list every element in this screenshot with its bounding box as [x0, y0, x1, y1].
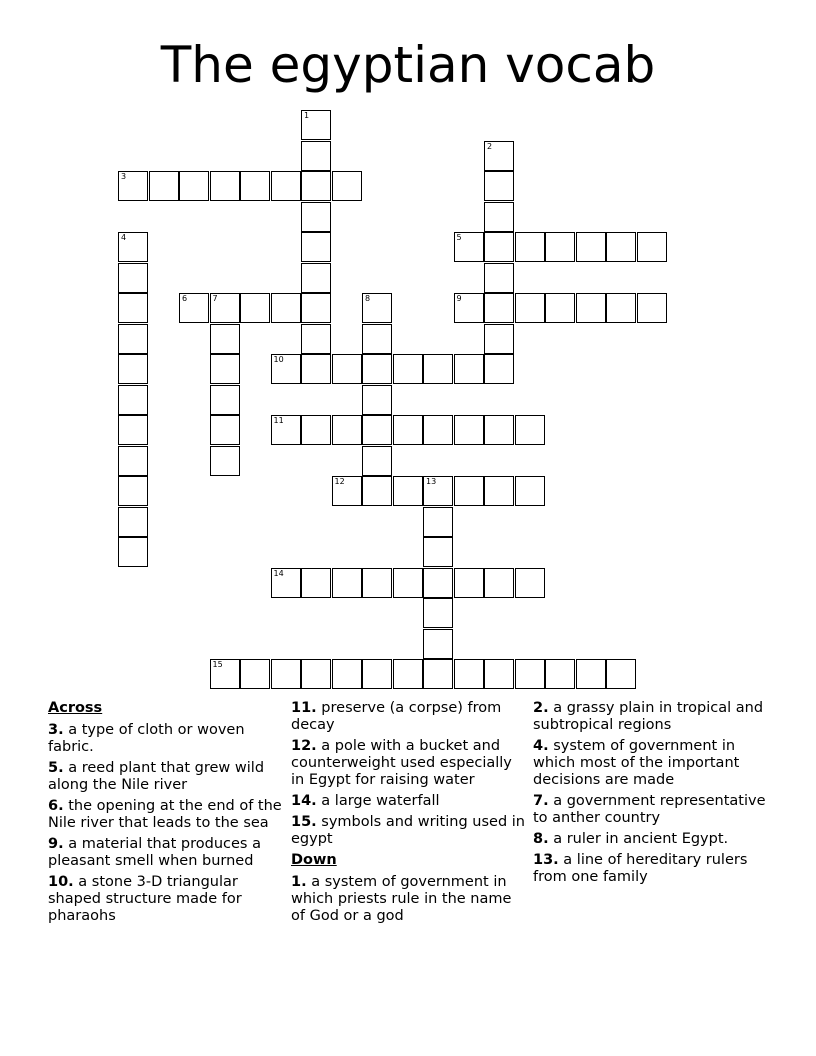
clue-number: 11. [291, 700, 317, 716]
clue-number-label: 11 [273, 416, 284, 425]
clue-text: symbols and writing used in egypt [291, 814, 525, 847]
clue-text: a system of government in which priests rule in the name of God or a god [291, 874, 512, 924]
clue-number: 6. [48, 798, 64, 814]
clue-item [291, 814, 527, 848]
grid-cell[interactable] [393, 476, 423, 506]
grid-cell[interactable] [271, 659, 301, 689]
clue-number: 13. [533, 852, 559, 868]
grid-cell[interactable] [301, 141, 331, 171]
clue-text: system of government in which most of the important decisions are made [533, 738, 740, 788]
clues-column-3 [533, 700, 769, 890]
clue-number: 12. [291, 738, 317, 754]
grid-cell[interactable] [423, 476, 453, 506]
grid-cell[interactable] [301, 263, 331, 293]
grid-cell[interactable] [454, 415, 484, 445]
clue-text: a large waterfall [316, 793, 440, 809]
grid-cell[interactable] [240, 659, 270, 689]
grid-cell[interactable] [118, 171, 148, 201]
clue-text: a reed plant that grew wild along the Nile river [48, 760, 265, 793]
grid-cell[interactable] [301, 354, 331, 384]
grid-cell[interactable] [118, 507, 148, 537]
grid-cell[interactable] [484, 324, 514, 354]
grid-cell[interactable] [118, 324, 148, 354]
grid-cell[interactable] [332, 354, 362, 384]
grid-cell[interactable] [576, 293, 606, 323]
clue-item [48, 836, 284, 870]
clue-number-label: 1 [304, 111, 310, 120]
clue-number: 8. [533, 831, 549, 847]
grid-cell[interactable] [454, 293, 484, 323]
grid-cell[interactable] [118, 537, 148, 567]
grid-cell[interactable] [301, 293, 331, 323]
clue-text: a type of cloth or woven fabric. [48, 722, 245, 755]
clue-number-label: 7 [212, 294, 218, 303]
grid-cell[interactable] [545, 659, 575, 689]
clues-column-1 [48, 700, 284, 929]
grid-cell[interactable] [362, 293, 392, 323]
grid-cell[interactable] [301, 659, 331, 689]
grid-cell[interactable] [423, 537, 453, 567]
grid-cell[interactable] [515, 415, 545, 445]
grid-cell[interactable] [484, 476, 514, 506]
grid-cell[interactable] [240, 293, 270, 323]
grid-cell[interactable] [301, 232, 331, 262]
grid-cell[interactable] [515, 476, 545, 506]
clue-item [291, 793, 527, 810]
clue-section-heading: Down [291, 852, 337, 868]
grid-cell[interactable] [606, 232, 636, 262]
grid-cell[interactable] [484, 263, 514, 293]
grid-cell[interactable] [423, 507, 453, 537]
grid-cell[interactable] [484, 232, 514, 262]
clue-number-label: 4 [121, 233, 127, 242]
clue-item [533, 852, 769, 886]
grid-cell[interactable] [393, 568, 423, 598]
grid-cell[interactable] [271, 171, 301, 201]
clue-number-label: 8 [365, 294, 371, 303]
clue-number: 3. [48, 722, 64, 738]
grid-cell[interactable] [240, 171, 270, 201]
clue-text: a line of hereditary rulers from one family [533, 852, 748, 885]
grid-cell[interactable] [454, 568, 484, 598]
clue-number: 9. [48, 836, 64, 852]
grid-cell[interactable] [210, 446, 240, 476]
grid-cell[interactable] [515, 232, 545, 262]
grid-cell[interactable] [576, 232, 606, 262]
grid-cell[interactable] [118, 232, 148, 262]
grid-cell[interactable] [423, 354, 453, 384]
grid-cell[interactable] [362, 446, 392, 476]
clue-text: a pole with a bucket and counterweight used especially in Egypt for raising water [291, 738, 512, 788]
clue-item [533, 793, 769, 827]
grid-cell[interactable] [515, 659, 545, 689]
grid-cell[interactable] [454, 354, 484, 384]
grid-cell[interactable] [210, 659, 240, 689]
clue-item [533, 831, 769, 848]
grid-cell[interactable] [362, 324, 392, 354]
clue-item [48, 798, 284, 832]
grid-cell[interactable] [484, 415, 514, 445]
grid-cell[interactable] [332, 171, 362, 201]
grid-cell[interactable] [301, 171, 331, 201]
grid-cell[interactable] [423, 629, 453, 659]
grid-cell[interactable] [362, 476, 392, 506]
grid-cell[interactable] [393, 659, 423, 689]
grid-cell[interactable] [545, 232, 575, 262]
grid-cell[interactable] [423, 568, 453, 598]
grid-cell[interactable] [576, 659, 606, 689]
clue-item [48, 760, 284, 794]
clue-text: a government representative to anther country [533, 793, 766, 826]
clue-number-label: 5 [456, 233, 462, 242]
grid-cell[interactable] [454, 476, 484, 506]
grid-cell[interactable] [301, 415, 331, 445]
grid-cell[interactable] [332, 659, 362, 689]
clue-section-heading: Across [48, 700, 103, 716]
grid-cell[interactable] [484, 568, 514, 598]
clue-number: 15. [291, 814, 317, 830]
grid-cell[interactable] [362, 415, 392, 445]
grid-cell[interactable] [179, 293, 209, 323]
grid-cell[interactable] [271, 354, 301, 384]
grid-cell[interactable] [210, 415, 240, 445]
grid-cell[interactable] [393, 415, 423, 445]
clue-number-label: 13 [426, 477, 437, 486]
clue-item [291, 738, 527, 789]
grid-cell[interactable] [637, 293, 667, 323]
clue-item [533, 738, 769, 789]
grid-cell[interactable] [606, 659, 636, 689]
grid-cell[interactable] [484, 659, 514, 689]
grid-cell[interactable] [637, 232, 667, 262]
grid-cell[interactable] [210, 385, 240, 415]
grid-cell[interactable] [484, 354, 514, 384]
grid-cell[interactable] [362, 354, 392, 384]
clue-text: the opening at the end of the Nile river that leads to the sea [48, 798, 282, 831]
clue-number-label: 10 [273, 355, 284, 364]
clue-number-label: 3 [121, 172, 127, 181]
grid-cell[interactable] [484, 293, 514, 323]
clue-number: 2. [533, 700, 549, 716]
grid-cell[interactable] [210, 171, 240, 201]
clue-number-label: 2 [487, 141, 493, 151]
clue-text: a stone 3-D triangular shaped structure made for pharaohs [48, 874, 242, 924]
grid-cell[interactable] [301, 110, 331, 140]
grid-cell[interactable] [271, 415, 301, 445]
grid-cell[interactable] [362, 568, 392, 598]
clue-number-label: 14 [273, 568, 284, 578]
grid-cell[interactable] [210, 324, 240, 354]
grid-cell[interactable] [423, 598, 453, 628]
clue-item [291, 700, 527, 734]
grid-cell[interactable] [210, 354, 240, 384]
grid-cell[interactable] [332, 568, 362, 598]
clue-number: 5. [48, 760, 64, 776]
grid-cell[interactable] [393, 354, 423, 384]
grid-cell[interactable] [301, 202, 331, 232]
grid-cell[interactable] [454, 232, 484, 262]
clue-number: 1. [291, 874, 307, 890]
grid-cell[interactable] [301, 568, 331, 598]
grid-cell[interactable] [118, 415, 148, 445]
grid-cell[interactable] [210, 293, 240, 323]
clue-number-label: 6 [182, 294, 188, 303]
clue-number: 14. [291, 793, 317, 809]
clue-text: a grassy plain in tropical and subtropical regions [533, 700, 764, 733]
grid-cell[interactable] [118, 354, 148, 384]
clue-number-label: 12 [334, 477, 345, 486]
clue-item [48, 874, 284, 925]
grid-cell[interactable] [423, 659, 453, 689]
grid-cell[interactable] [423, 415, 453, 445]
clue-number: 7. [533, 793, 549, 809]
grid-cell[interactable] [118, 293, 148, 323]
grid-cell[interactable] [545, 293, 575, 323]
page-title: The egyptian vocab [160, 36, 656, 94]
clue-item [533, 700, 769, 734]
clue-number-label: 9 [456, 294, 462, 303]
grid-cell[interactable] [515, 568, 545, 598]
grid-cell[interactable] [454, 659, 484, 689]
grid-cell[interactable] [118, 263, 148, 293]
grid-cell[interactable] [332, 415, 362, 445]
grid-cell[interactable] [332, 476, 362, 506]
clue-text: a ruler in ancient Egypt. [548, 831, 729, 847]
grid-cell[interactable] [515, 293, 545, 323]
grid-cell[interactable] [149, 171, 179, 201]
grid-cell[interactable] [179, 171, 209, 201]
grid-cell[interactable] [118, 446, 148, 476]
grid-cell[interactable] [484, 171, 514, 201]
clue-number-label: 15 [212, 660, 223, 669]
clue-number: 4. [533, 738, 549, 754]
grid-cell[interactable] [271, 568, 301, 598]
grid-cell[interactable] [271, 293, 301, 323]
grid-cell[interactable] [362, 659, 392, 689]
grid-cell[interactable] [362, 385, 392, 415]
grid-cell[interactable] [484, 202, 514, 232]
grid-cell[interactable] [301, 324, 331, 354]
clue-text: preserve (a corpse) from decay [291, 700, 502, 733]
clue-text: a material that produces a pleasant smell when burned [48, 836, 261, 869]
grid-cell[interactable] [118, 476, 148, 506]
grid-cell[interactable] [118, 385, 148, 415]
grid-cell[interactable] [484, 141, 514, 171]
clue-number: 10. [48, 874, 74, 890]
clues-column-2 [291, 700, 527, 929]
grid-cell[interactable] [606, 293, 636, 323]
clue-item [291, 874, 527, 925]
clue-item [48, 722, 284, 756]
